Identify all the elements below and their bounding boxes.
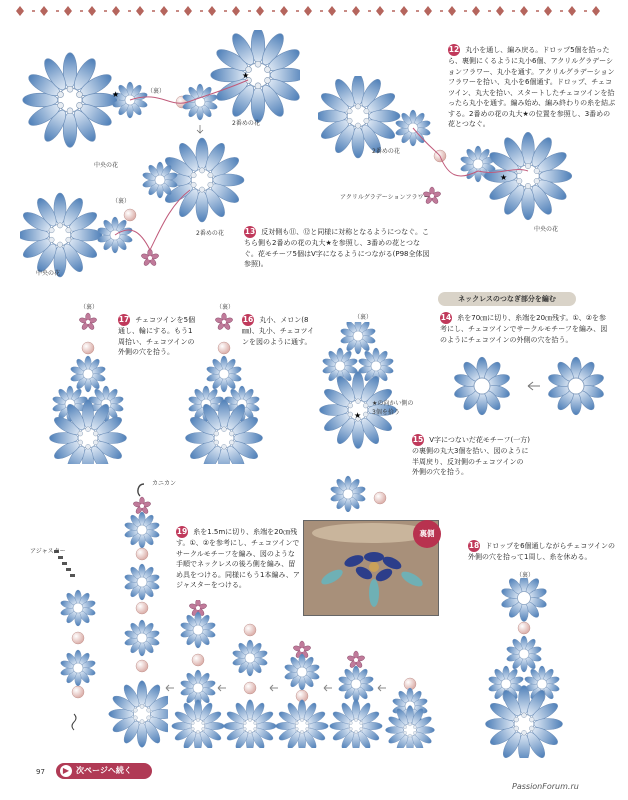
label-center-flower-1: 中央の花	[94, 162, 119, 169]
step-18-number: 18	[468, 541, 480, 550]
step-14-text: 糸を70㎝に切り、糸端を20㎝残す。①、②を参考にし、チェコツインでサークルモチーフを編み、図のようにチェコツインの外側の穴を拾う。	[440, 314, 608, 344]
diagram-pendant-step-18	[480, 578, 580, 758]
step-12-text: 丸小を通し、編み戻る。ドロップ5個を拾ったら、裏側にくるように丸小6個、アクリルグラデーションフラワー、丸小を通す。アクリルグラデーションフラワーを拾い、丸小を6個通す。ドロップ、チェコツイン、丸大を拾い、スタートしたチェコツインを拾ったら丸小を通す。編み始め、編み終わりの糸を結ぶする。2番めの花の丸大★の位置を参照し、3番めの花とつなぐ。	[448, 46, 616, 128]
label-star-note: ★の向かい側の 3個を拾う	[372, 400, 414, 416]
step-15	[412, 434, 530, 478]
chevron-right-icon: ▶	[60, 765, 72, 777]
label-center-flower-3: 中央の花	[534, 226, 559, 233]
label-ura-mid: （裏）	[354, 314, 373, 321]
step-18-text: ドロップを6個通しながらチェコツインの外側の穴を拾って1周し、糸を休める。	[468, 542, 615, 561]
watermark: PassionForum.ru	[512, 782, 579, 791]
page-number: 97	[36, 768, 45, 776]
diagram-circle-motif	[452, 356, 612, 416]
label-acrylic-flower: アクリルグラデーションフラワー	[340, 194, 430, 201]
step-19-text: 糸を1.5mに切り、糸端を20㎝残す。①、②を参考にし、チェコツインでサークルモチーフを編み、図のような手順でネックレスの後ろ側を編み、留め具をつける。同様にもう1本編み、アジャスターをつける。	[176, 528, 300, 589]
next-page-button[interactable]	[56, 763, 152, 779]
label-flower2-3: 2番めの花	[372, 148, 400, 155]
step-13-text: 反対側も⑪、⑫と同様に対称となるようにつなぐ。こちら側も2番めの花の丸大★を参照し、3番めの花とつなぐ。花モチーフ5個はV字になるようにつながる(P98全体図参照)。	[244, 228, 430, 268]
svg-text:★: ★	[242, 71, 250, 80]
diagram-assembly-sequence	[162, 600, 444, 748]
step-14	[440, 312, 610, 345]
label-center-flower-2: 中央の花	[36, 270, 61, 277]
photo-badge-back: 裏側	[413, 520, 441, 548]
label-ura-18: （裏）	[516, 572, 535, 579]
section-title: ネックレスのつなぎ部分を編む	[438, 292, 576, 306]
label-kanikan: カニカン	[152, 480, 177, 487]
svg-text:★: ★	[112, 90, 120, 99]
step-14-number: 14	[440, 313, 452, 322]
label-ura-16: （裏）	[216, 304, 235, 311]
label-ura-1: （裏）	[147, 88, 166, 95]
label-ura-2: （裏）	[112, 198, 131, 205]
step-16-number: 16	[242, 315, 254, 324]
step-17-text: チェコツインを5個通し、輪にする。もう1周拾い、チェコツインの外側の穴を拾う。	[118, 316, 196, 356]
svg-text:★: ★	[500, 173, 508, 182]
label-adjuster: アジャスター	[30, 548, 66, 555]
step-12-number: 12	[448, 45, 460, 54]
label-ura-17: （裏）	[80, 304, 99, 311]
step-12	[448, 44, 616, 130]
step-13	[244, 226, 430, 270]
top-border-ornament	[0, 0, 628, 22]
step-19-number: 19	[176, 527, 188, 536]
svg-text:★: ★	[354, 411, 362, 420]
next-page-label: 次ページへ続く	[76, 766, 132, 775]
step-16	[242, 314, 318, 347]
label-flower2-1: 2番めの花	[232, 120, 260, 127]
step-15-text: V字につないだ花モチーフ(一方)の裏側の丸大3個を拾い、図のように半周戻り、反対側のチェコツインの外側の穴を拾う。	[412, 436, 530, 476]
diagram-pendant-center	[318, 322, 408, 512]
step-17-number: 17	[118, 315, 130, 324]
step-19	[176, 526, 300, 591]
step-18	[468, 540, 618, 563]
diagram-chain-assembly	[38, 478, 168, 748]
step-15-number: 15	[412, 435, 424, 444]
label-flower2-2: 2番めの花	[196, 230, 224, 237]
step-13-number: 13	[244, 227, 256, 236]
step-16-text: 丸小、メロン(8㎜)、丸小、チェコツインを図のように通す。	[242, 316, 315, 346]
